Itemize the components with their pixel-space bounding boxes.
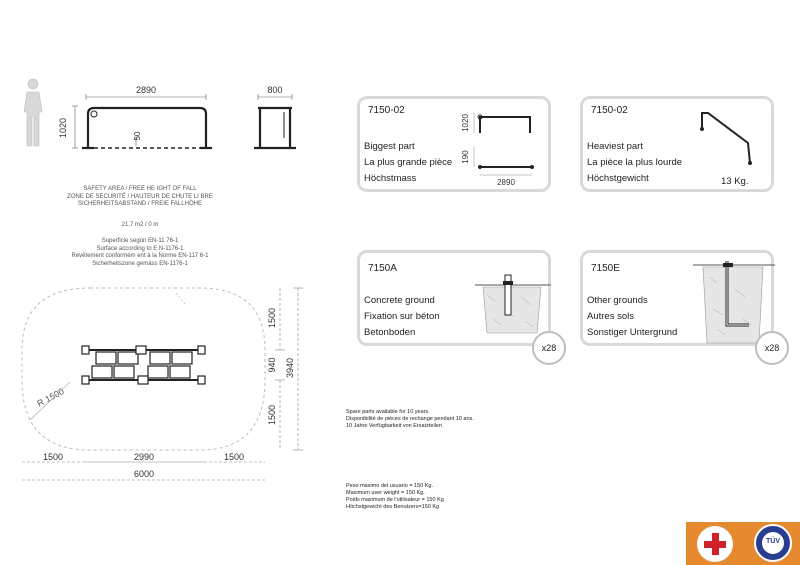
card-line-2: La pièce la plus lourde — [587, 157, 683, 168]
card-line-3: Betonboden — [364, 327, 416, 338]
card-line-1: Biggest part — [364, 141, 415, 152]
quantity-badge: x28 — [532, 331, 566, 365]
dim-height-label: 1020 — [58, 117, 68, 139]
dim-d-label: 190 — [461, 150, 470, 164]
tuv-seal-icon — [754, 524, 792, 562]
plan-view — [0, 270, 330, 490]
safety-zone-outline — [22, 288, 265, 450]
dim-depth-label: 800 — [267, 85, 283, 95]
dim-total-h-label: 6000 — [133, 469, 155, 479]
concrete-anchor-drawing — [475, 271, 551, 337]
elevation-drawing — [0, 0, 330, 170]
dim-side-1-label: 1500 — [267, 307, 277, 329]
dim-total-v-label: 3940 — [285, 357, 295, 379]
card-biggest-part — [357, 96, 551, 192]
biggest-part-drawing — [460, 103, 550, 189]
card-line-2: Autres sols — [587, 311, 634, 322]
safety-title: SAFETY AREA / FREE HE IGHT OF FALL ZONE DE SECURITÉ / HAUTEUR DE CHUTE LI BRE SICHERHEITSABSTAND / FREIE FALLHÖHE — [67, 186, 213, 207]
card-concrete-ground — [357, 250, 557, 353]
weight-value: 13 Kg. — [721, 176, 749, 187]
card-code: 7150A — [368, 263, 397, 274]
card-code: 7150-02 — [591, 105, 628, 116]
card-line-3: Höchstmass — [364, 173, 417, 184]
dim-center-label: 2990 — [133, 452, 155, 462]
radius-label: R 1500 — [35, 386, 66, 409]
quantity-badge: x28 — [755, 331, 789, 365]
card-code: 7150-02 — [368, 105, 405, 116]
card-other-grounds — [580, 250, 780, 353]
card-line-1: Heaviest part — [587, 141, 643, 152]
dim-left-label: 1500 — [42, 452, 64, 462]
card-line-2: Fixation sur béton — [364, 311, 440, 322]
dim-right-label: 1500 — [223, 452, 245, 462]
heaviest-part-drawing — [688, 103, 773, 168]
other-anchor-drawing — [693, 259, 775, 345]
front-elevation — [82, 108, 212, 148]
dim-h-label: 1020 — [461, 114, 470, 132]
equipment-plan — [82, 346, 205, 384]
dim-bar-label: 50 — [133, 131, 142, 141]
spare-parts-note: Spare parts available for 10 years. Disponibilité de pièces de rechange pendant 10 ans. 10 Jahre Verfügbarkeit von Ersatzteilen — [346, 409, 474, 429]
card-heaviest-part — [580, 96, 774, 192]
card-line-1: Concrete ground — [364, 295, 435, 306]
person-silhouette-icon — [24, 79, 42, 146]
safety-surface: Superficie según EN-11 76-1 Surface according to E N-1176-1 Revêtement conformém ent à la Norme EN-117 6-1 Sicherheitszone gemäss EN-1176-1 — [71, 238, 209, 267]
dim-side-2-label: 1500 — [267, 404, 277, 426]
card-line-3: Höchstgewicht — [587, 173, 649, 184]
card-line-3: Sonstiger Untergrund — [587, 327, 678, 338]
side-elevation — [254, 108, 296, 148]
safety-area: 21,7 m2 / 0 m — [121, 222, 159, 228]
dim-mid-label: 940 — [267, 357, 277, 373]
card-code: 7150E — [591, 263, 620, 274]
dim-width-label: 2890 — [135, 85, 157, 95]
max-weight-note: Peso maximo del usuario = 150 Kg. Maximum user weight = 150 Kg. Poids maximum de l'utilisateur = 150 Kg Höchstgewicht des Benutzers=150 Kg — [346, 483, 444, 510]
dim-w-label: 2890 — [497, 178, 515, 187]
card-line-1: Other grounds — [587, 295, 648, 306]
tuv-label: TÜV — [766, 538, 780, 545]
first-aid-icon — [697, 526, 733, 562]
card-line-2: La plus grande pièce — [364, 157, 453, 168]
